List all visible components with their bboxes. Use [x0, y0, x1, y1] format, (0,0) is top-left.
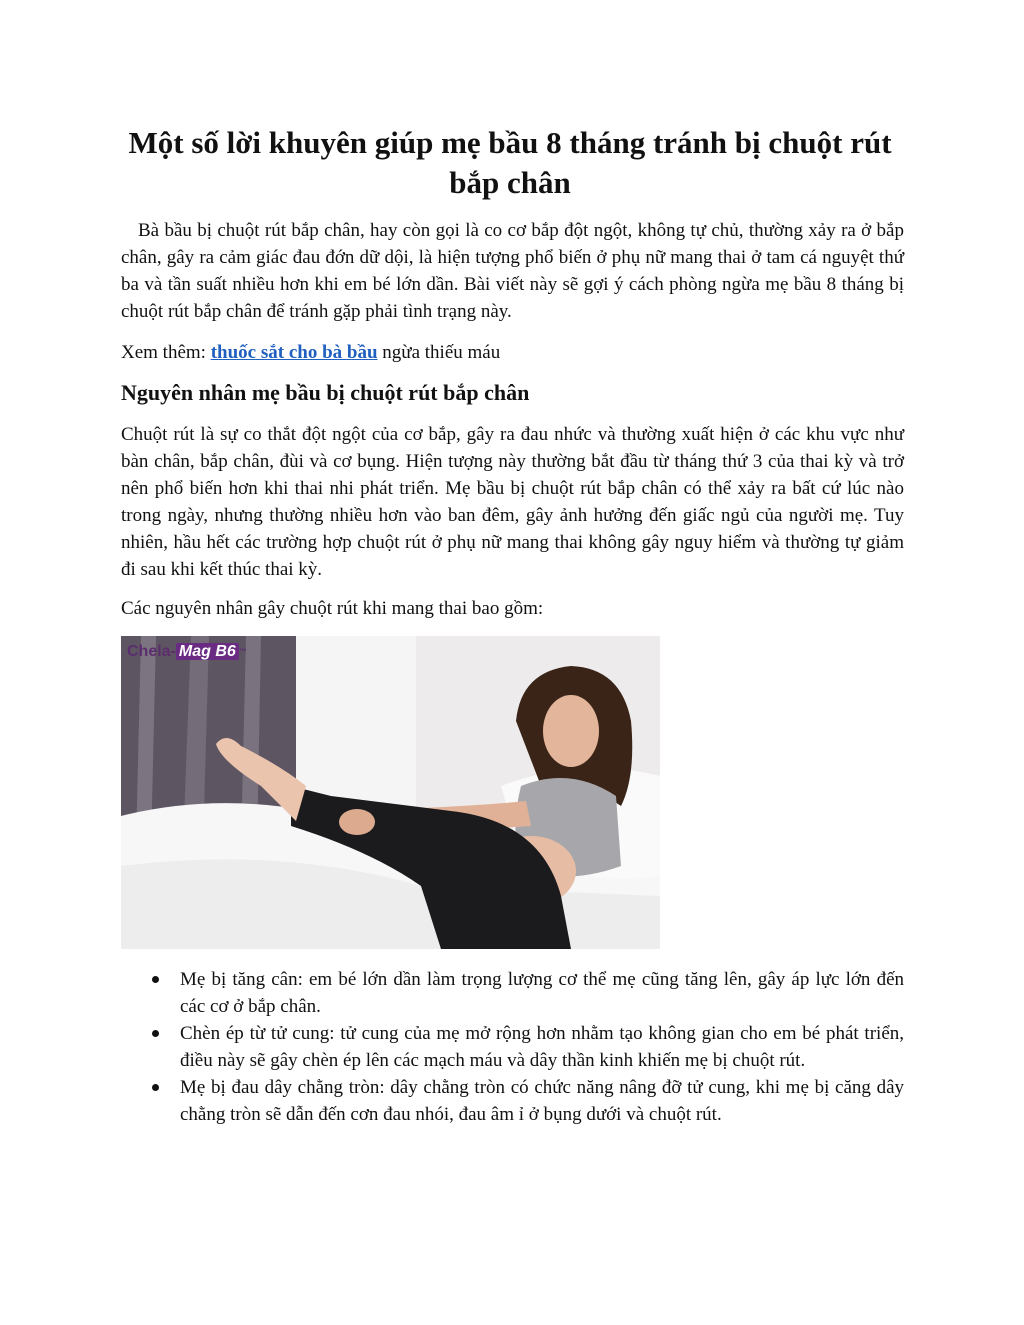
- brand-logo: [127, 642, 247, 662]
- page-title: Một số lời khuyên giúp mẹ bầu 8 tháng tránh bị chuột rút bắp chân: [128, 125, 892, 200]
- bullet-icon: [152, 1084, 159, 1091]
- section-heading: Nguyên nhân mẹ bầu bị chuột rút bắp chân: [121, 380, 530, 405]
- see-also-prefix: Xem thêm:: [121, 342, 211, 363]
- iron-supplement-link[interactable]: thuốc sắt cho bà bầu: [210, 342, 378, 363]
- list-item: [121, 966, 904, 1020]
- cause-paragraph: Chuột rút là sự co thắt đột ngột của cơ bắp, gây ra đau nhức và thường xuất hiện ở các khu vực như bàn chân, bắp chân, đùi và cơ bụng. Hiện tượng này thường bắt đầu từ tháng thứ 3 của thai kỳ và trở nên phổ biến hơn khi thai nhi phát triển. Mẹ bầu bị chuột rút bắp chân có thể xảy ra bất cứ lúc nào trong ngày, nhưng thường nhiều hơn vào ban đêm, gây ảnh hưởng đến giấc ngủ của người mẹ. Tuy nhiên, hầu hết các trường hợp chuột rút ở phụ nữ mang thai không gây nguy hiểm và thường tự giảm đi sau khi kết thúc thai kỳ.: [121, 424, 904, 580]
- see-also-suffix: ngừa thiếu máu: [377, 342, 501, 363]
- causes-lead: Các nguyên nhân gây chuột rút khi mang thai bao gồm:: [121, 598, 544, 619]
- trademark-mark: ™: [238, 647, 247, 656]
- list-item-text: Mẹ bị tăng cân: em bé lớn dần làm trọng lượng cơ thể mẹ cũng tăng lên, gây áp lực lớn đến các cơ ở bắp chân.: [180, 969, 904, 1017]
- bullet-icon: [152, 1030, 159, 1037]
- intro-paragraph: Bà bầu bị chuột rút bắp chân, hay còn gọi là co cơ bắp đột ngột, không tự chủ, thường xảy ra ở bắp chân, gây ra cảm giác đau đớn dữ dội, là hiện tượng phổ biến ở phụ nữ mang thai ở tam cá nguyệt thứ ba và tần suất nhiều hơn khi em bé lớn dần. Bài viết này sẽ gợi ý cách phòng ngừa mẹ bầu 8 tháng bị chuột rút bắp chân để tránh gặp phải tình trạng này.: [121, 220, 904, 322]
- brand-name-part1: Chela-: [127, 643, 176, 660]
- causes-list: [121, 966, 904, 1128]
- pregnant-woman-illustration: [121, 636, 660, 949]
- list-item: [121, 1074, 904, 1128]
- leg-cramp-photo: [121, 636, 660, 949]
- brand-name-part2: Mag B6: [176, 643, 239, 660]
- bullet-icon: [152, 976, 159, 983]
- list-item: [121, 1020, 904, 1074]
- list-item-text: Chèn ép từ tử cung: tử cung của mẹ mở rộng hơn nhằm tạo không gian cho em bé phát triển, điều này sẽ gây chèn ép lên các mạch máu và dây thần kinh khiến mẹ bị chuột rút.: [180, 1023, 904, 1071]
- see-also-line: [121, 339, 904, 366]
- list-item-text: Mẹ bị đau dây chằng tròn: dây chằng tròn có chức năng nâng đỡ tử cung, khi mẹ bị căng dây chằng tròn sẽ dẫn đến cơn đau nhói, đau âm ỉ ở bụng dưới và chuột rút.: [180, 1077, 904, 1125]
